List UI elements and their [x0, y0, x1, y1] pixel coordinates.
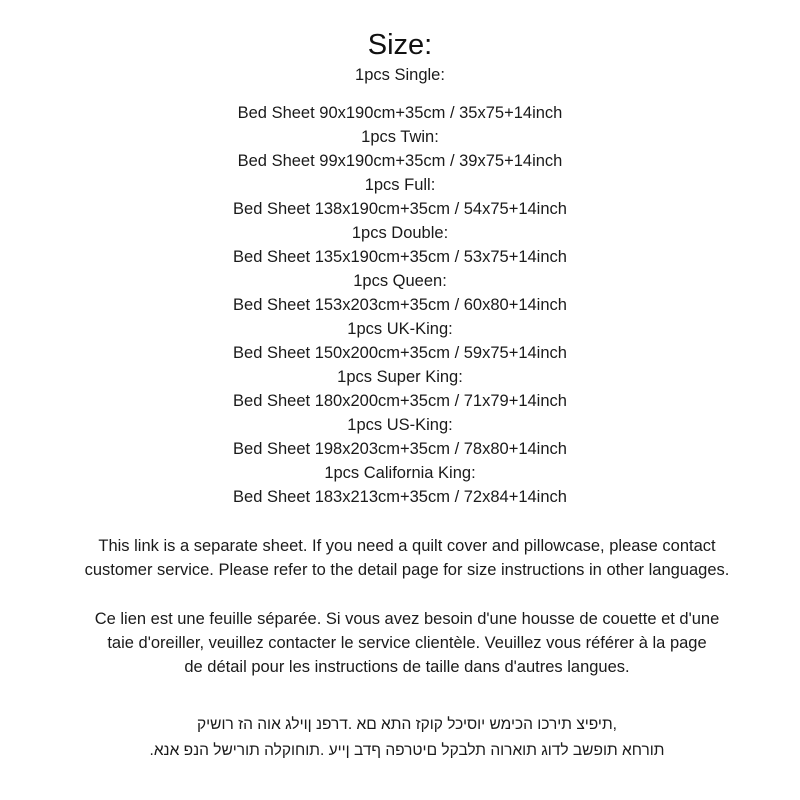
hebrew-notice — [0, 712, 800, 764]
size-entry-queen — [0, 271, 800, 319]
size-entry-super-king — [0, 367, 800, 415]
size-entry-single — [0, 65, 800, 127]
french-notice-line: de détail pour les instructions de taille dans d'autres langues. — [184, 658, 630, 676]
hebrew-notice-line: תיפיצ תירכו הכימש יוסיכל קוקז התא םא .דרפנ ןוילג אוה הז רושיק, — [197, 716, 617, 733]
size-dimensions: Bed Sheet 198x203cm+35cm / 78x80+14inch — [233, 440, 567, 458]
size-entry-california-king — [0, 463, 800, 511]
size-dimensions: Bed Sheet 153x203cm+35cm / 60x80+14inch — [233, 296, 567, 314]
french-notice-line: taie d'oreiller, veuillez contacter le service clientèle. Veuillez vous référer à la page — [107, 634, 707, 652]
size-dimensions: Bed Sheet 150x200cm+35cm / 59x75+14inch — [233, 344, 567, 362]
size-list — [0, 65, 800, 511]
size-entry-full — [0, 175, 800, 223]
french-notice — [0, 607, 800, 679]
size-dimensions: Bed Sheet 90x190cm+35cm / 35x75+14inch — [237, 104, 563, 122]
french-notice-line: Ce lien est une feuille séparée. Si vous avez besoin d'une housse de couette et d'une — [94, 610, 720, 628]
hebrew-notice-line: .תורחא תופשב לדוג תוארוה תלבקל םיטרפה ףדב ןייע .תוחוקלה תורישל הנפ אנא — [149, 742, 665, 759]
page-title: Size: — [367, 29, 433, 61]
size-dimensions: Bed Sheet 138x190cm+35cm / 54x75+14inch — [233, 200, 567, 218]
size-dimensions: Bed Sheet 99x190cm+35cm / 39x75+14inch — [237, 152, 563, 170]
size-label: 1pcs UK-King: — [347, 320, 453, 338]
size-dimensions: Bed Sheet 183x213cm+35cm / 72x84+14inch — [233, 488, 567, 506]
size-label: 1pcs Single: — [355, 66, 445, 84]
size-entry-twin — [0, 127, 800, 175]
size-entry-us-king — [0, 415, 800, 463]
size-label: 1pcs Full: — [364, 176, 436, 194]
english-notice — [0, 534, 800, 582]
size-label: 1pcs Super King: — [337, 368, 463, 386]
size-label: 1pcs California King: — [324, 464, 476, 482]
size-dimensions: Bed Sheet 135x190cm+35cm / 53x75+14inch — [233, 248, 567, 266]
size-entry-uk-king — [0, 319, 800, 367]
english-notice-line: This link is a separate sheet. If you need a quilt cover and pillowcase, please contact — [98, 537, 716, 555]
size-dimensions: Bed Sheet 180x200cm+35cm / 71x79+14inch — [233, 392, 567, 410]
english-notice-line: customer service. Please refer to the detail page for size instructions in other languages. — [84, 561, 730, 579]
size-entry-double — [0, 223, 800, 271]
size-label: 1pcs Twin: — [361, 128, 439, 146]
size-label: 1pcs Double: — [351, 224, 449, 242]
size-label: 1pcs Queen: — [353, 272, 447, 290]
size-label: 1pcs US-King: — [347, 416, 453, 434]
